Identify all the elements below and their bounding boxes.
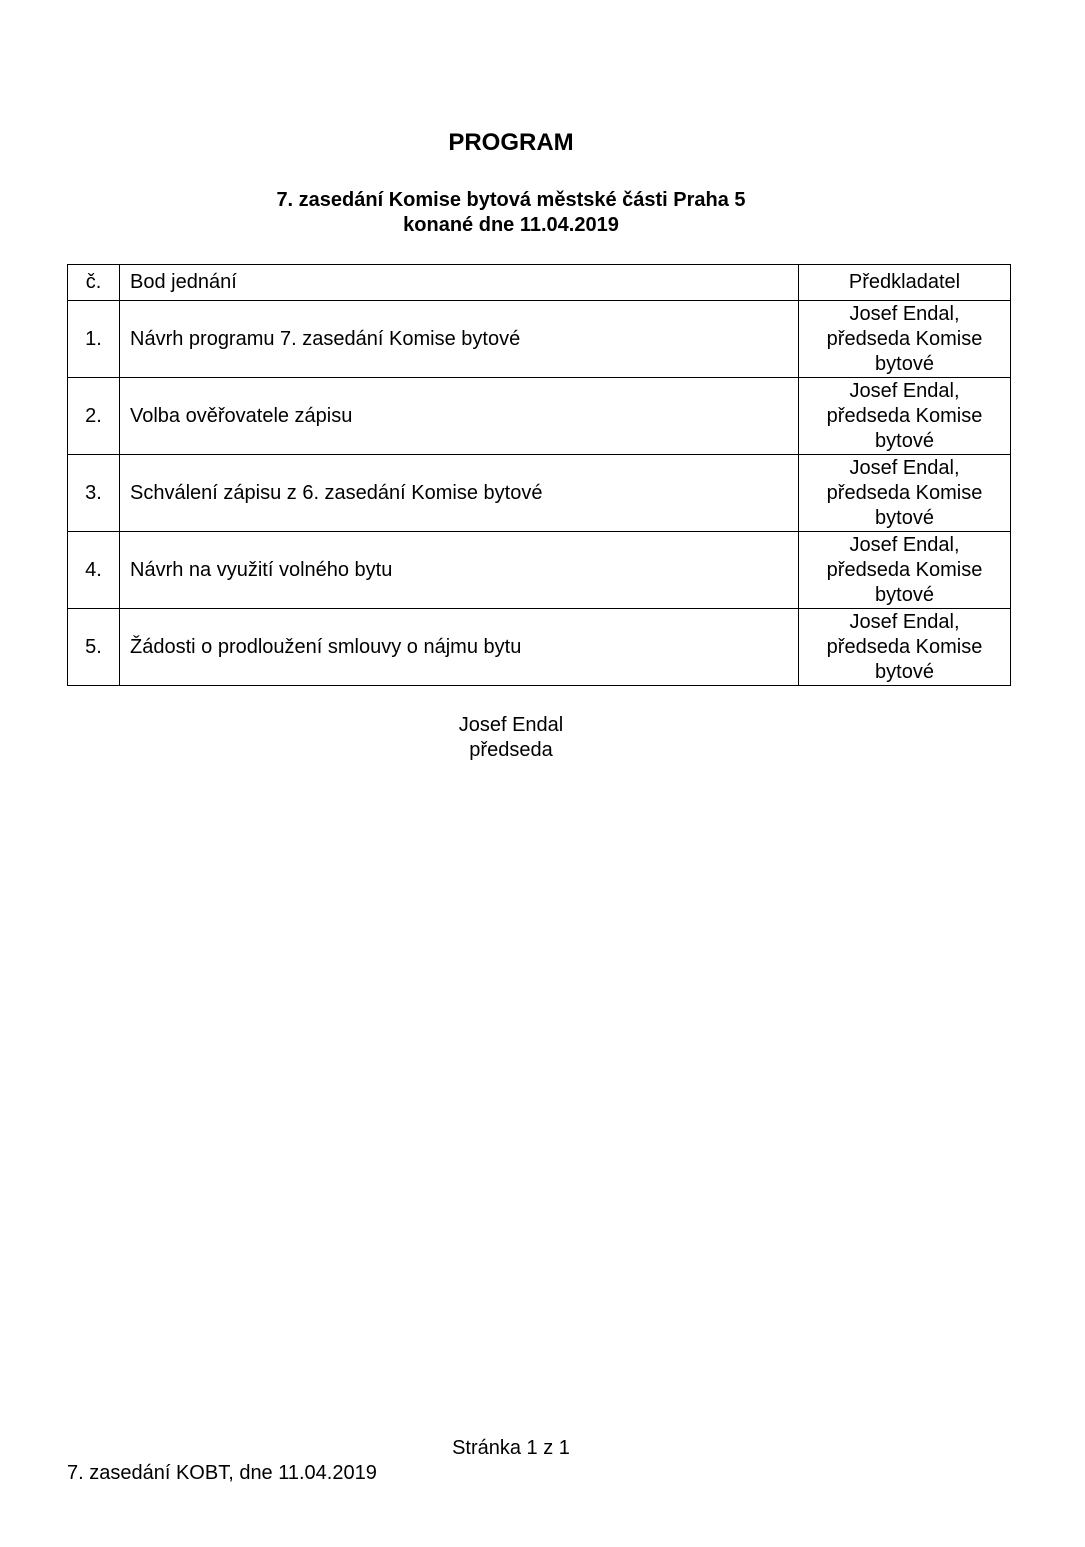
presenter-role-cont: bytové <box>875 429 934 452</box>
presenter-role: předseda Komise <box>826 481 983 504</box>
table-row <box>68 301 1011 378</box>
row-item: Volba ověřovatele zápisu <box>120 378 799 455</box>
presenter-role: předseda Komise <box>826 635 983 658</box>
row-number: 3. <box>68 455 120 532</box>
row-item: Návrh programu 7. zasedání Komise bytové <box>120 301 799 378</box>
table-row <box>68 609 1011 686</box>
page-number: Stránka 1 z 1 <box>452 1437 570 1459</box>
presenter-name: Josef Endal, <box>849 379 960 402</box>
table-row <box>68 378 1011 455</box>
row-item: Návrh na využití volného bytu <box>120 532 799 609</box>
presenter-role: předseda Komise <box>826 327 983 350</box>
meeting-date: konané dne 11.04.2019 <box>403 214 619 236</box>
signature-block <box>0 713 1022 763</box>
row-presenter <box>799 301 1011 378</box>
signature-name: Josef Endal <box>458 714 564 736</box>
header-presenter: Předkladatel <box>799 265 1011 301</box>
table-header-row <box>68 265 1011 301</box>
meeting-name: 7. zasedání Komise bytová městské části Praha 5 <box>276 189 746 211</box>
presenter-role: předseda Komise <box>826 558 983 581</box>
table-row <box>68 455 1011 532</box>
signature-role: předseda <box>469 739 553 761</box>
meeting-subtitle <box>0 188 1022 238</box>
presenter-role-cont: bytové <box>875 352 934 375</box>
row-presenter <box>799 609 1011 686</box>
header-item: Bod jednání <box>120 265 799 301</box>
table-row <box>68 532 1011 609</box>
presenter-role-cont: bytové <box>875 506 934 529</box>
row-presenter <box>799 532 1011 609</box>
row-number: 4. <box>68 532 120 609</box>
page-title: PROGRAM <box>448 129 574 156</box>
footer-document-ref: 7. zasedání KOBT, dne 11.04.2019 <box>67 1462 377 1484</box>
presenter-role: předseda Komise <box>826 404 983 427</box>
row-item: Schválení zápisu z 6. zasedání Komise bytové <box>120 455 799 532</box>
presenter-name: Josef Endal, <box>849 456 960 479</box>
row-presenter <box>799 455 1011 532</box>
row-number: 5. <box>68 609 120 686</box>
presenter-name: Josef Endal, <box>849 533 960 556</box>
row-item: Žádosti o prodloužení smlouvy o nájmu bytu <box>120 609 799 686</box>
presenter-name: Josef Endal, <box>849 610 960 633</box>
presenter-name: Josef Endal, <box>849 302 960 325</box>
row-number: 1. <box>68 301 120 378</box>
header-number: č. <box>68 265 120 301</box>
presenter-role-cont: bytové <box>875 583 934 606</box>
presenter-role-cont: bytové <box>875 660 934 683</box>
row-number: 2. <box>68 378 120 455</box>
row-presenter <box>799 378 1011 455</box>
agenda-table <box>67 264 1011 686</box>
